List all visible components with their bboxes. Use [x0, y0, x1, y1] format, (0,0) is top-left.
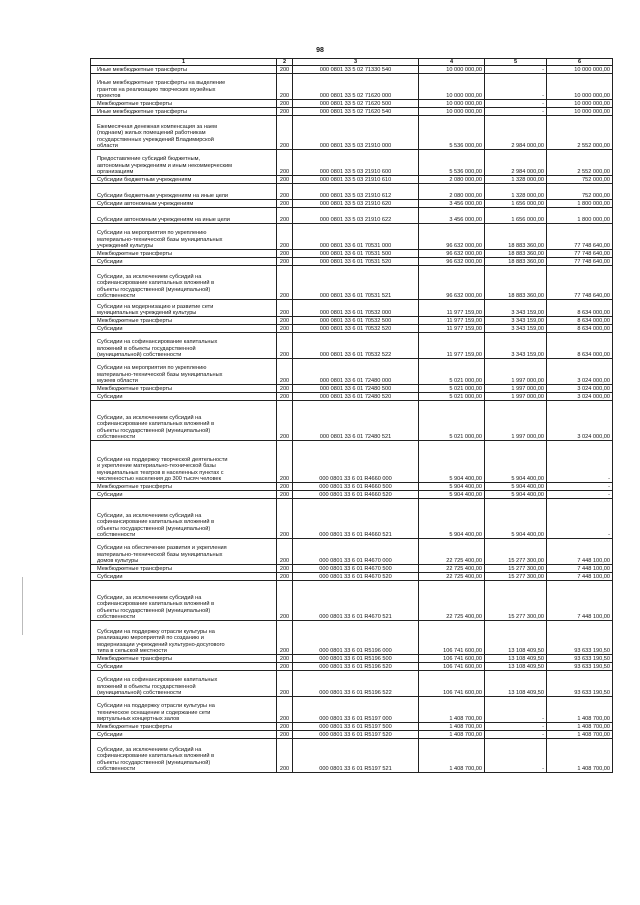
- row-code-cell: 200: [277, 723, 293, 731]
- row-amount-total-cell: 5 021 000,00: [419, 385, 485, 393]
- row-code-cell: 200: [277, 671, 293, 697]
- row-code-cell: 200: [277, 697, 293, 723]
- table-row: [91, 224, 613, 250]
- row-code-cell: 200: [277, 224, 293, 250]
- row-kbk-cell: 000 0801 33 5 03 21910 610: [293, 176, 419, 184]
- row-name-cell: Субсидии на мероприятия по укреплению материально-технической базы муниципальных музеев области: [91, 359, 277, 385]
- row-code-cell: 200: [277, 184, 293, 200]
- row-amount-total-cell: 106 741 600,00: [419, 663, 485, 671]
- row-amount-total-cell: 5 904 400,00: [419, 491, 485, 499]
- row-amount-col6-cell: 7 448 100,00: [547, 539, 613, 565]
- row-kbk-cell: 000 0801 33 6 01 70531 000: [293, 224, 419, 250]
- row-amount-col6-cell: 1 408 700,00: [547, 697, 613, 723]
- row-name-cell: Субсидии автономным учреждениям: [91, 200, 277, 208]
- row-amount-total-cell: 1 408 700,00: [419, 731, 485, 739]
- table-row: [91, 150, 613, 176]
- row-name-cell: Межбюджетные трансферты: [91, 317, 277, 325]
- row-amount-col6-cell: 7 448 100,00: [547, 581, 613, 621]
- row-amount-col5-cell: 5 904 400,00: [485, 499, 547, 539]
- row-code-cell: 200: [277, 401, 293, 441]
- row-kbk-cell: 000 0801 33 6 01 R5197 500: [293, 723, 419, 731]
- row-amount-col5-cell: -: [485, 697, 547, 723]
- row-name-cell: Субсидии, за исключением субсидий на софинансирование капитальных вложений в объекты государственной (муниципальной) собственности: [91, 401, 277, 441]
- row-code-cell: 200: [277, 441, 293, 483]
- row-code-cell: 200: [277, 74, 293, 100]
- row-name-cell: Субсидии на поддержку отрасли культуры на техническое оснащение и содержание сети виртуальных концертных залов: [91, 697, 277, 723]
- row-code-cell: 200: [277, 317, 293, 325]
- row-amount-total-cell: 1 408 700,00: [419, 697, 485, 723]
- row-name-cell: Субсидии: [91, 393, 277, 401]
- table-row: [91, 108, 613, 116]
- row-amount-col6-cell: 752 000,00: [547, 184, 613, 200]
- row-amount-total-cell: 10 000 000,00: [419, 108, 485, 116]
- row-kbk-cell: 000 0801 33 5 02 71330 540: [293, 66, 419, 74]
- row-amount-col5-cell: 15 277 300,00: [485, 565, 547, 573]
- table-body: [91, 66, 613, 773]
- row-amount-total-cell: 22 725 400,00: [419, 573, 485, 581]
- row-amount-col6-cell: 93 633 190,50: [547, 671, 613, 697]
- row-kbk-cell: 000 0801 33 6 01 72480 000: [293, 359, 419, 385]
- row-amount-col5-cell: 5 904 400,00: [485, 491, 547, 499]
- row-kbk-cell: 000 0801 33 6 01 R4670 521: [293, 581, 419, 621]
- row-code-cell: 200: [277, 359, 293, 385]
- row-code-cell: 200: [277, 333, 293, 359]
- row-code-cell: 200: [277, 581, 293, 621]
- row-name-cell: Ежемесячная денежная компенсация за наем (поднаем) жилых помещений работникам государственных учреждений Владимирской области: [91, 116, 277, 150]
- row-amount-col5-cell: -: [485, 723, 547, 731]
- table-row: [91, 317, 613, 325]
- row-amount-col5-cell: 13 108 409,50: [485, 663, 547, 671]
- row-amount-col5-cell: -: [485, 108, 547, 116]
- row-name-cell: Межбюджетные трансферты: [91, 385, 277, 393]
- row-amount-col5-cell: 1 656 000,00: [485, 208, 547, 224]
- row-amount-col5-cell: 18 883 360,00: [485, 258, 547, 266]
- row-code-cell: 200: [277, 385, 293, 393]
- row-amount-total-cell: 10 000 000,00: [419, 66, 485, 74]
- table-row: [91, 250, 613, 258]
- row-amount-col6-cell: 8 634 000,00: [547, 300, 613, 317]
- row-amount-col6-cell: 77 748 640,00: [547, 224, 613, 250]
- row-amount-total-cell: 5 536 000,00: [419, 116, 485, 150]
- row-kbk-cell: 000 0801 33 6 01 70532 500: [293, 317, 419, 325]
- row-name-cell: Межбюджетные трансферты: [91, 565, 277, 573]
- row-kbk-cell: 000 0801 33 6 01 R4670 000: [293, 539, 419, 565]
- row-amount-col6-cell: 7 448 100,00: [547, 565, 613, 573]
- row-amount-col5-cell: 18 883 360,00: [485, 250, 547, 258]
- column-header-3: 3: [293, 59, 419, 66]
- row-amount-col5-cell: -: [485, 731, 547, 739]
- row-amount-col6-cell: 752 000,00: [547, 176, 613, 184]
- row-kbk-cell: 000 0801 33 6 01 R4660 000: [293, 441, 419, 483]
- row-name-cell: Иные межбюджетные трансферты: [91, 108, 277, 116]
- row-code-cell: 200: [277, 208, 293, 224]
- table-header-row: [91, 59, 613, 66]
- row-amount-total-cell: 11 977 159,00: [419, 317, 485, 325]
- row-code-cell: 200: [277, 300, 293, 317]
- row-name-cell: Межбюджетные трансферты: [91, 100, 277, 108]
- row-amount-col5-cell: 3 343 159,00: [485, 325, 547, 333]
- row-code-cell: 200: [277, 483, 293, 491]
- row-amount-col5-cell: 1 997 000,00: [485, 359, 547, 385]
- row-amount-col5-cell: -: [485, 66, 547, 74]
- row-amount-col5-cell: 2 984 000,00: [485, 116, 547, 150]
- row-amount-total-cell: 96 632 000,00: [419, 266, 485, 300]
- row-name-cell: Субсидии: [91, 258, 277, 266]
- row-code-cell: 200: [277, 108, 293, 116]
- row-amount-col6-cell: 93 633 190,50: [547, 621, 613, 655]
- row-amount-total-cell: 5 904 400,00: [419, 499, 485, 539]
- table-row: [91, 565, 613, 573]
- row-amount-col6-cell: 8 634 000,00: [547, 333, 613, 359]
- table-row: [91, 671, 613, 697]
- row-amount-col5-cell: 5 904 400,00: [485, 441, 547, 483]
- column-header-6: 6: [547, 59, 613, 66]
- row-name-cell: Субсидии бюджетным учреждениям на иные цели: [91, 184, 277, 200]
- row-amount-col6-cell: -: [547, 441, 613, 483]
- row-amount-total-cell: 2 080 000,00: [419, 176, 485, 184]
- row-name-cell: Межбюджетные трансферты: [91, 483, 277, 491]
- row-amount-col6-cell: -: [547, 483, 613, 491]
- table-row: [91, 441, 613, 483]
- row-amount-col6-cell: 10 000 000,00: [547, 100, 613, 108]
- row-code-cell: 200: [277, 731, 293, 739]
- row-code-cell: 200: [277, 258, 293, 266]
- row-name-cell: Субсидии на софинансирование капитальных вложений в объекты государственной (муниципальной) собственности: [91, 671, 277, 697]
- row-kbk-cell: 000 0801 33 6 01 R5196 500: [293, 655, 419, 663]
- table-row: [91, 393, 613, 401]
- row-kbk-cell: 000 0801 33 6 01 R4670 520: [293, 573, 419, 581]
- row-name-cell: Субсидии, за исключением субсидий на софинансирование капитальных вложений в объекты государственной (муниципальной) собственности: [91, 499, 277, 539]
- row-kbk-cell: 000 0801 33 6 01 R5197 521: [293, 739, 419, 773]
- row-amount-total-cell: 96 632 000,00: [419, 258, 485, 266]
- row-amount-col5-cell: 15 277 300,00: [485, 581, 547, 621]
- row-kbk-cell: 000 0801 33 5 03 21910 000: [293, 116, 419, 150]
- table-row: [91, 325, 613, 333]
- row-amount-col5-cell: 15 277 300,00: [485, 539, 547, 565]
- row-name-cell: Субсидии на обеспечение развития и укрепления материально-технической базы муниципальных домов культуры: [91, 539, 277, 565]
- row-kbk-cell: 000 0801 33 6 01 R4670 500: [293, 565, 419, 573]
- row-amount-col6-cell: -: [547, 499, 613, 539]
- row-kbk-cell: 000 0801 33 6 01 R5196 000: [293, 621, 419, 655]
- row-code-cell: 200: [277, 100, 293, 108]
- row-code-cell: 200: [277, 663, 293, 671]
- row-amount-col5-cell: 1 328 000,00: [485, 176, 547, 184]
- row-code-cell: 200: [277, 539, 293, 565]
- row-amount-total-cell: 11 977 159,00: [419, 300, 485, 317]
- row-kbk-cell: 000 0801 33 6 01 70532 520: [293, 325, 419, 333]
- row-amount-col6-cell: 3 024 000,00: [547, 393, 613, 401]
- row-amount-col6-cell: 77 748 640,00: [547, 266, 613, 300]
- row-amount-col5-cell: 3 343 159,00: [485, 333, 547, 359]
- row-amount-total-cell: 106 741 600,00: [419, 655, 485, 663]
- table-row: [91, 100, 613, 108]
- row-name-cell: Субсидии, за исключением субсидий на софинансирование капитальных вложений в объекты государственной (муниципальной) собственности: [91, 739, 277, 773]
- row-amount-col6-cell: 77 748 640,00: [547, 250, 613, 258]
- row-kbk-cell: 000 0801 33 5 03 21910 622: [293, 208, 419, 224]
- table-row: [91, 491, 613, 499]
- table-row: [91, 723, 613, 731]
- row-kbk-cell: 000 0801 33 6 01 72480 500: [293, 385, 419, 393]
- row-amount-total-cell: 5 021 000,00: [419, 359, 485, 385]
- row-kbk-cell: 000 0801 33 6 01 R5197 000: [293, 697, 419, 723]
- row-amount-col6-cell: 3 024 000,00: [547, 359, 613, 385]
- row-amount-col5-cell: 3 343 159,00: [485, 317, 547, 325]
- row-amount-col6-cell: 1 408 700,00: [547, 731, 613, 739]
- row-amount-col5-cell: 13 108 409,50: [485, 621, 547, 655]
- row-amount-col6-cell: 1 800 000,00: [547, 208, 613, 224]
- row-kbk-cell: 000 0801 33 6 01 R4660 521: [293, 499, 419, 539]
- row-code-cell: 200: [277, 491, 293, 499]
- row-kbk-cell: 000 0801 33 6 01 70532 000: [293, 300, 419, 317]
- table-row: [91, 258, 613, 266]
- column-header-2: 2: [277, 59, 293, 66]
- row-amount-total-cell: 5 904 400,00: [419, 483, 485, 491]
- row-name-cell: Субсидии: [91, 663, 277, 671]
- table-row: [91, 200, 613, 208]
- column-header-1: 1: [91, 59, 277, 66]
- row-name-cell: Субсидии на поддержку отрасли культуры на реализацию мероприятий по созданию и модернизации учреждений культурно-досугового типа в сельской местности: [91, 621, 277, 655]
- table-row: [91, 697, 613, 723]
- table-row: [91, 663, 613, 671]
- row-name-cell: Субсидии, за исключением субсидий на софинансирование капитальных вложений в объекты государственной (муниципальной) собственности: [91, 581, 277, 621]
- row-amount-col5-cell: 5 904 400,00: [485, 483, 547, 491]
- row-amount-col6-cell: 10 000 000,00: [547, 66, 613, 74]
- row-name-cell: Иные межбюджетные трансферты: [91, 66, 277, 74]
- row-name-cell: Субсидии бюджетным учреждениям: [91, 176, 277, 184]
- table-row: [91, 581, 613, 621]
- row-name-cell: Межбюджетные трансферты: [91, 723, 277, 731]
- row-kbk-cell: 000 0801 33 6 01 70531 521: [293, 266, 419, 300]
- row-amount-col5-cell: 1 997 000,00: [485, 401, 547, 441]
- table-row: [91, 176, 613, 184]
- row-amount-col6-cell: 10 000 000,00: [547, 74, 613, 100]
- row-amount-col6-cell: 77 748 640,00: [547, 258, 613, 266]
- table-row: [91, 655, 613, 663]
- row-amount-total-cell: 22 725 400,00: [419, 539, 485, 565]
- row-amount-col5-cell: 13 108 409,50: [485, 655, 547, 663]
- row-amount-total-cell: 11 977 159,00: [419, 333, 485, 359]
- row-code-cell: 200: [277, 739, 293, 773]
- row-name-cell: Субсидии: [91, 731, 277, 739]
- row-amount-col5-cell: -: [485, 100, 547, 108]
- row-amount-col6-cell: -: [547, 491, 613, 499]
- row-kbk-cell: 000 0801 33 6 01 R5197 520: [293, 731, 419, 739]
- row-amount-col5-cell: 1 328 000,00: [485, 184, 547, 200]
- row-amount-col6-cell: 10 000 000,00: [547, 108, 613, 116]
- row-amount-col5-cell: 1 656 000,00: [485, 200, 547, 208]
- row-kbk-cell: 000 0801 33 6 01 72480 520: [293, 393, 419, 401]
- row-name-cell: Межбюджетные трансферты: [91, 250, 277, 258]
- row-amount-total-cell: 2 080 000,00: [419, 184, 485, 200]
- table-row: [91, 116, 613, 150]
- row-name-cell: Субсидии на поддержку творческой деятельности и укрепление материально-технической базы муниципальных театров в населенных пунктах с численностью населения до 300 тысяч человек: [91, 441, 277, 483]
- row-amount-total-cell: 106 741 600,00: [419, 621, 485, 655]
- row-amount-total-cell: 3 456 000,00: [419, 200, 485, 208]
- row-amount-total-cell: 5 021 000,00: [419, 393, 485, 401]
- row-amount-col5-cell: 15 277 300,00: [485, 573, 547, 581]
- row-code-cell: 200: [277, 393, 293, 401]
- row-name-cell: Межбюджетные трансферты: [91, 655, 277, 663]
- row-amount-col6-cell: 1 408 700,00: [547, 739, 613, 773]
- table-row: [91, 739, 613, 773]
- table-row: [91, 573, 613, 581]
- row-amount-col5-cell: 18 883 360,00: [485, 224, 547, 250]
- row-amount-total-cell: 1 408 700,00: [419, 723, 485, 731]
- row-amount-total-cell: 5 021 000,00: [419, 401, 485, 441]
- page-number: 98: [316, 47, 324, 54]
- row-amount-col5-cell: 1 997 000,00: [485, 385, 547, 393]
- row-amount-col6-cell: 93 633 190,50: [547, 655, 613, 663]
- row-amount-col5-cell: 1 997 000,00: [485, 393, 547, 401]
- row-amount-total-cell: 22 725 400,00: [419, 565, 485, 573]
- row-kbk-cell: 000 0801 33 5 03 21910 612: [293, 184, 419, 200]
- row-code-cell: 200: [277, 499, 293, 539]
- row-amount-col6-cell: 1 408 700,00: [547, 723, 613, 731]
- row-amount-col5-cell: 18 883 360,00: [485, 266, 547, 300]
- row-amount-total-cell: 10 000 000,00: [419, 74, 485, 100]
- row-amount-col6-cell: 3 024 000,00: [547, 401, 613, 441]
- row-code-cell: 200: [277, 655, 293, 663]
- table-row: [91, 359, 613, 385]
- row-amount-col6-cell: 7 448 100,00: [547, 573, 613, 581]
- budget-table: [90, 58, 613, 773]
- row-amount-total-cell: 5 536 000,00: [419, 150, 485, 176]
- table-row: [91, 74, 613, 100]
- row-kbk-cell: 000 0801 33 6 01 R4660 500: [293, 483, 419, 491]
- row-kbk-cell: 000 0801 33 6 01 R5196 520: [293, 663, 419, 671]
- table-row: [91, 731, 613, 739]
- row-amount-col6-cell: 3 024 000,00: [547, 385, 613, 393]
- row-amount-col5-cell: -: [485, 739, 547, 773]
- row-amount-total-cell: 22 725 400,00: [419, 581, 485, 621]
- row-amount-total-cell: 96 632 000,00: [419, 250, 485, 258]
- row-kbk-cell: 000 0801 33 5 03 21910 620: [293, 200, 419, 208]
- row-amount-total-cell: 106 741 600,00: [419, 671, 485, 697]
- table-row: [91, 208, 613, 224]
- row-amount-col6-cell: 1 800 000,00: [547, 200, 613, 208]
- row-code-cell: 200: [277, 176, 293, 184]
- table-row: [91, 184, 613, 200]
- row-kbk-cell: 000 0801 33 5 02 71620 500: [293, 100, 419, 108]
- row-code-cell: 200: [277, 565, 293, 573]
- table-row: [91, 499, 613, 539]
- table-row: [91, 385, 613, 393]
- row-kbk-cell: 000 0801 33 6 01 70531 520: [293, 258, 419, 266]
- row-amount-col5-cell: -: [485, 74, 547, 100]
- row-kbk-cell: 000 0801 33 6 01 72480 521: [293, 401, 419, 441]
- row-code-cell: 200: [277, 621, 293, 655]
- row-amount-total-cell: 1 408 700,00: [419, 739, 485, 773]
- row-code-cell: 200: [277, 200, 293, 208]
- row-amount-total-cell: 3 456 000,00: [419, 208, 485, 224]
- column-header-4: 4: [419, 59, 485, 66]
- row-kbk-cell: 000 0801 33 6 01 R4660 520: [293, 491, 419, 499]
- column-header-5: 5: [485, 59, 547, 66]
- row-name-cell: Субсидии на модернизацию и развитие сети муниципальных учреждений культуры: [91, 300, 277, 317]
- row-amount-total-cell: 10 000 000,00: [419, 100, 485, 108]
- row-name-cell: Предоставление субсидий бюджетным, автономным учреждениям и иным некоммерческим организациям: [91, 150, 277, 176]
- row-kbk-cell: 000 0801 33 6 01 70532 522: [293, 333, 419, 359]
- row-kbk-cell: 000 0801 33 5 02 71620 000: [293, 74, 419, 100]
- scan-margin-mark: [22, 577, 23, 635]
- table-row: [91, 300, 613, 317]
- row-name-cell: Субсидии: [91, 573, 277, 581]
- row-code-cell: 200: [277, 573, 293, 581]
- row-amount-col6-cell: 2 552 000,00: [547, 116, 613, 150]
- table-row: [91, 401, 613, 441]
- row-amount-col5-cell: 13 108 409,50: [485, 671, 547, 697]
- row-amount-total-cell: 5 904 400,00: [419, 441, 485, 483]
- table-row: [91, 539, 613, 565]
- row-code-cell: 200: [277, 250, 293, 258]
- row-name-cell: Субсидии автономным учреждениям на иные цели: [91, 208, 277, 224]
- row-amount-total-cell: 11 977 159,00: [419, 325, 485, 333]
- row-kbk-cell: 000 0801 33 6 01 70531 500: [293, 250, 419, 258]
- table-row: [91, 333, 613, 359]
- row-name-cell: Субсидии: [91, 325, 277, 333]
- row-name-cell: Иные межбюджетные трансферты на выделение грантов на реализацию творческих музейных проектов: [91, 74, 277, 100]
- table-row: [91, 66, 613, 74]
- row-amount-col5-cell: 3 343 159,00: [485, 300, 547, 317]
- row-kbk-cell: 000 0801 33 5 02 71620 540: [293, 108, 419, 116]
- row-name-cell: Субсидии на мероприятия по укреплению материально-технической базы муниципальных учреждений культуры: [91, 224, 277, 250]
- row-amount-col6-cell: 2 552 000,00: [547, 150, 613, 176]
- row-code-cell: 200: [277, 66, 293, 74]
- row-amount-col5-cell: 2 984 000,00: [485, 150, 547, 176]
- row-amount-total-cell: 96 632 000,00: [419, 224, 485, 250]
- table-row: [91, 621, 613, 655]
- row-amount-col6-cell: 93 633 190,50: [547, 663, 613, 671]
- row-amount-col6-cell: 8 634 000,00: [547, 317, 613, 325]
- row-name-cell: Субсидии: [91, 491, 277, 499]
- row-code-cell: 200: [277, 325, 293, 333]
- row-code-cell: 200: [277, 266, 293, 300]
- table-row: [91, 266, 613, 300]
- row-name-cell: Субсидии на софинансирование капитальных вложений в объекты государственной (муниципальной) собственности: [91, 333, 277, 359]
- row-code-cell: 200: [277, 150, 293, 176]
- row-kbk-cell: 000 0801 33 5 03 21910 600: [293, 150, 419, 176]
- table-row: [91, 483, 613, 491]
- row-name-cell: Субсидии, за исключением субсидий на софинансирование капитальных вложений в объекты государственной (муниципальной) собственности: [91, 266, 277, 300]
- row-kbk-cell: 000 0801 33 6 01 R5196 522: [293, 671, 419, 697]
- row-amount-col6-cell: 8 634 000,00: [547, 325, 613, 333]
- row-code-cell: 200: [277, 116, 293, 150]
